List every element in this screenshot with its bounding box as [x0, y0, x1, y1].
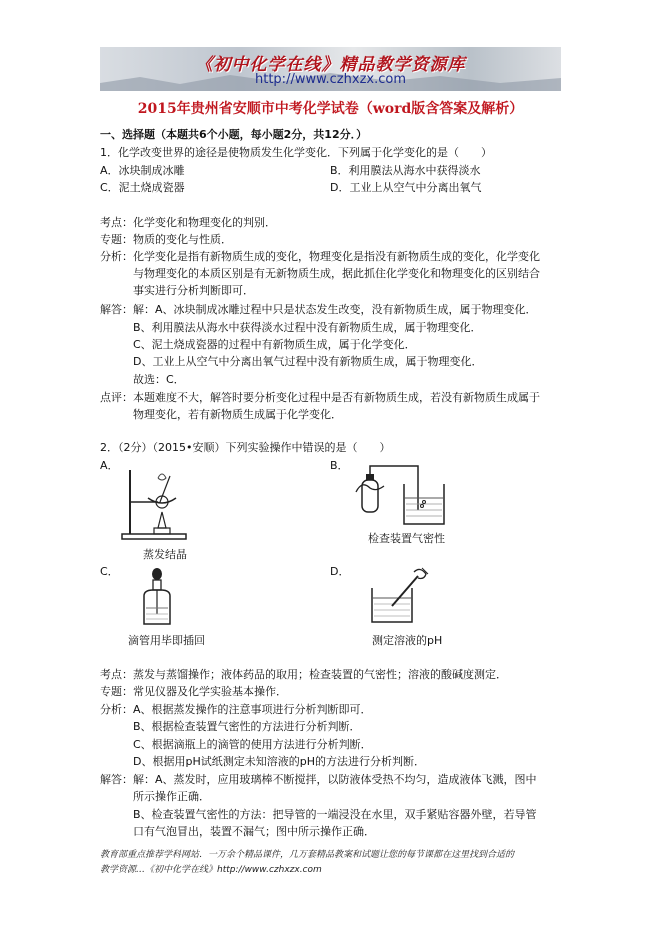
- q1-analysis-3: 事实进行分析判断即可．: [133, 284, 254, 297]
- figure-ph-test: [366, 566, 436, 626]
- header-banner: [100, 47, 561, 91]
- q2-caption-a: 蒸发结晶: [143, 548, 187, 561]
- banner-title: 《初中化学在线》精品教学资源库: [195, 55, 466, 75]
- q1-analysis-2: 与物理变化的本质区别是有无新物质生成，据此抓住化学变化和物理变化的区别结合: [133, 267, 540, 280]
- q1-option-a: A．冰块制成冰雕: [100, 164, 185, 177]
- q2-analysis-d: D、根据用pH试纸测定未知溶液的pH的方法进行分析判断．: [133, 755, 425, 768]
- q1-stem: 1．化学改变世界的途径是使物质发生化学变化．下列属于化学变化的是（ ）: [100, 146, 492, 159]
- page-title: 2015年贵州省安顺市中考化学试卷（word版含答案及解析）: [137, 101, 524, 117]
- q2-analysis-b: B、根据检查装置气密性的方法进行分析判断．: [133, 720, 361, 733]
- q2-stem: 2．（2分）（2015•安顺）下列实验操作中错误的是（ ）: [100, 441, 391, 454]
- q1-zhuanti: 专题：物质的变化与性质．: [100, 233, 232, 246]
- q2-kaodian: 考点：蒸发与蒸馏操作；液体药品的取用；检查装置的气密性；溶液的酸碱度测定．: [100, 668, 507, 681]
- q2-analysis-c: C、根据滴瓶上的滴管的使用方法进行分析判断．: [133, 738, 372, 751]
- q1-solution-d: D、工业上从空气中分离出氧气过程中没有新物质生成，属于物理变化．: [133, 355, 483, 368]
- figure-evaporation: [118, 462, 198, 542]
- q1-solution-c: C、泥土烧成瓷器的过程中有新物质生成，属于化学变化．: [133, 338, 416, 351]
- q1-option-b: B．利用膜法从海水中获得淡水: [330, 164, 481, 177]
- q2-solution-a2: 所示操作正确．: [133, 790, 210, 803]
- footer-line-1: 教育部重点推荐学科网站．一万余个精品课件，几万套精品教案和试题让您的每节课都在这里找到合适的: [100, 850, 515, 860]
- figure-airtightness: [348, 462, 468, 530]
- q2-zhuanti: 专题：常见仪器及化学实验基本操作．: [100, 685, 287, 698]
- figure-dropper-bottle: [132, 566, 182, 628]
- q1-solution-a: 解答：解：A、冰块制成冰雕过程中只是状态发生改变，没有新物质生成，属于物理变化．: [100, 303, 537, 316]
- q1-answer: 故选：C．: [133, 373, 185, 386]
- q1-option-d: D．工业上从空气中分离出氧气: [330, 181, 482, 194]
- footer-notice: [100, 848, 570, 878]
- banner-url[interactable]: http://www.czhxzx.com: [255, 72, 406, 87]
- q1-kaodian: 考点：化学变化和物理变化的判别．: [100, 216, 276, 229]
- q2-solution-a1: 解答：解：A、蒸发时，应用玻璃棒不断搅拌，以防液体受热不均匀，造成液体飞溅，图中: [100, 773, 537, 786]
- q1-option-c: C．泥土烧成瓷器: [100, 181, 185, 194]
- section-heading: 一、选择题（本题共6个小题，每小题2分，共12分．）: [100, 128, 368, 141]
- q2-caption-b: 检查装置气密性: [368, 532, 445, 545]
- q2-label-b: B．: [330, 459, 349, 472]
- q1-solution-b: B、利用膜法从海水中获得淡水过程中没有新物质生成，属于物理变化．: [133, 321, 482, 334]
- q2-label-d: D．: [330, 565, 350, 578]
- footer-line-2[interactable]: 教学资源…《初中化学在线》http://www.czhxzx.com: [100, 865, 322, 875]
- q2-analysis-a: 分析：A、根据蒸发操作的注意事项进行分析判断即可．: [100, 703, 372, 716]
- q2-solution-b2: 口有气泡冒出，装置不漏气；图中所示操作正确．: [133, 825, 375, 838]
- q2-caption-d: 测定溶液的pH: [372, 634, 443, 647]
- q1-comment-1: 点评：本题难度不大，解答时要分析变化过程中是否有新物质生成，若没有新物质生成属于: [100, 391, 540, 404]
- q2-label-c: C．: [100, 565, 119, 578]
- q1-comment-2: 物理变化，若有新物质生成属于化学变化．: [133, 408, 342, 421]
- q2-solution-b1: B、检查装置气密性的方法：把导管的一端浸没在水里，双手紧贴容器外壁，若导管: [133, 808, 537, 821]
- q1-analysis-1: 分析：化学变化是指有新物质生成的变化，物理变化是指没有新物质生成的变化，化学变化: [100, 250, 540, 263]
- q2-label-a: A．: [100, 459, 119, 472]
- q2-caption-c: 滴管用毕即插回: [128, 634, 205, 647]
